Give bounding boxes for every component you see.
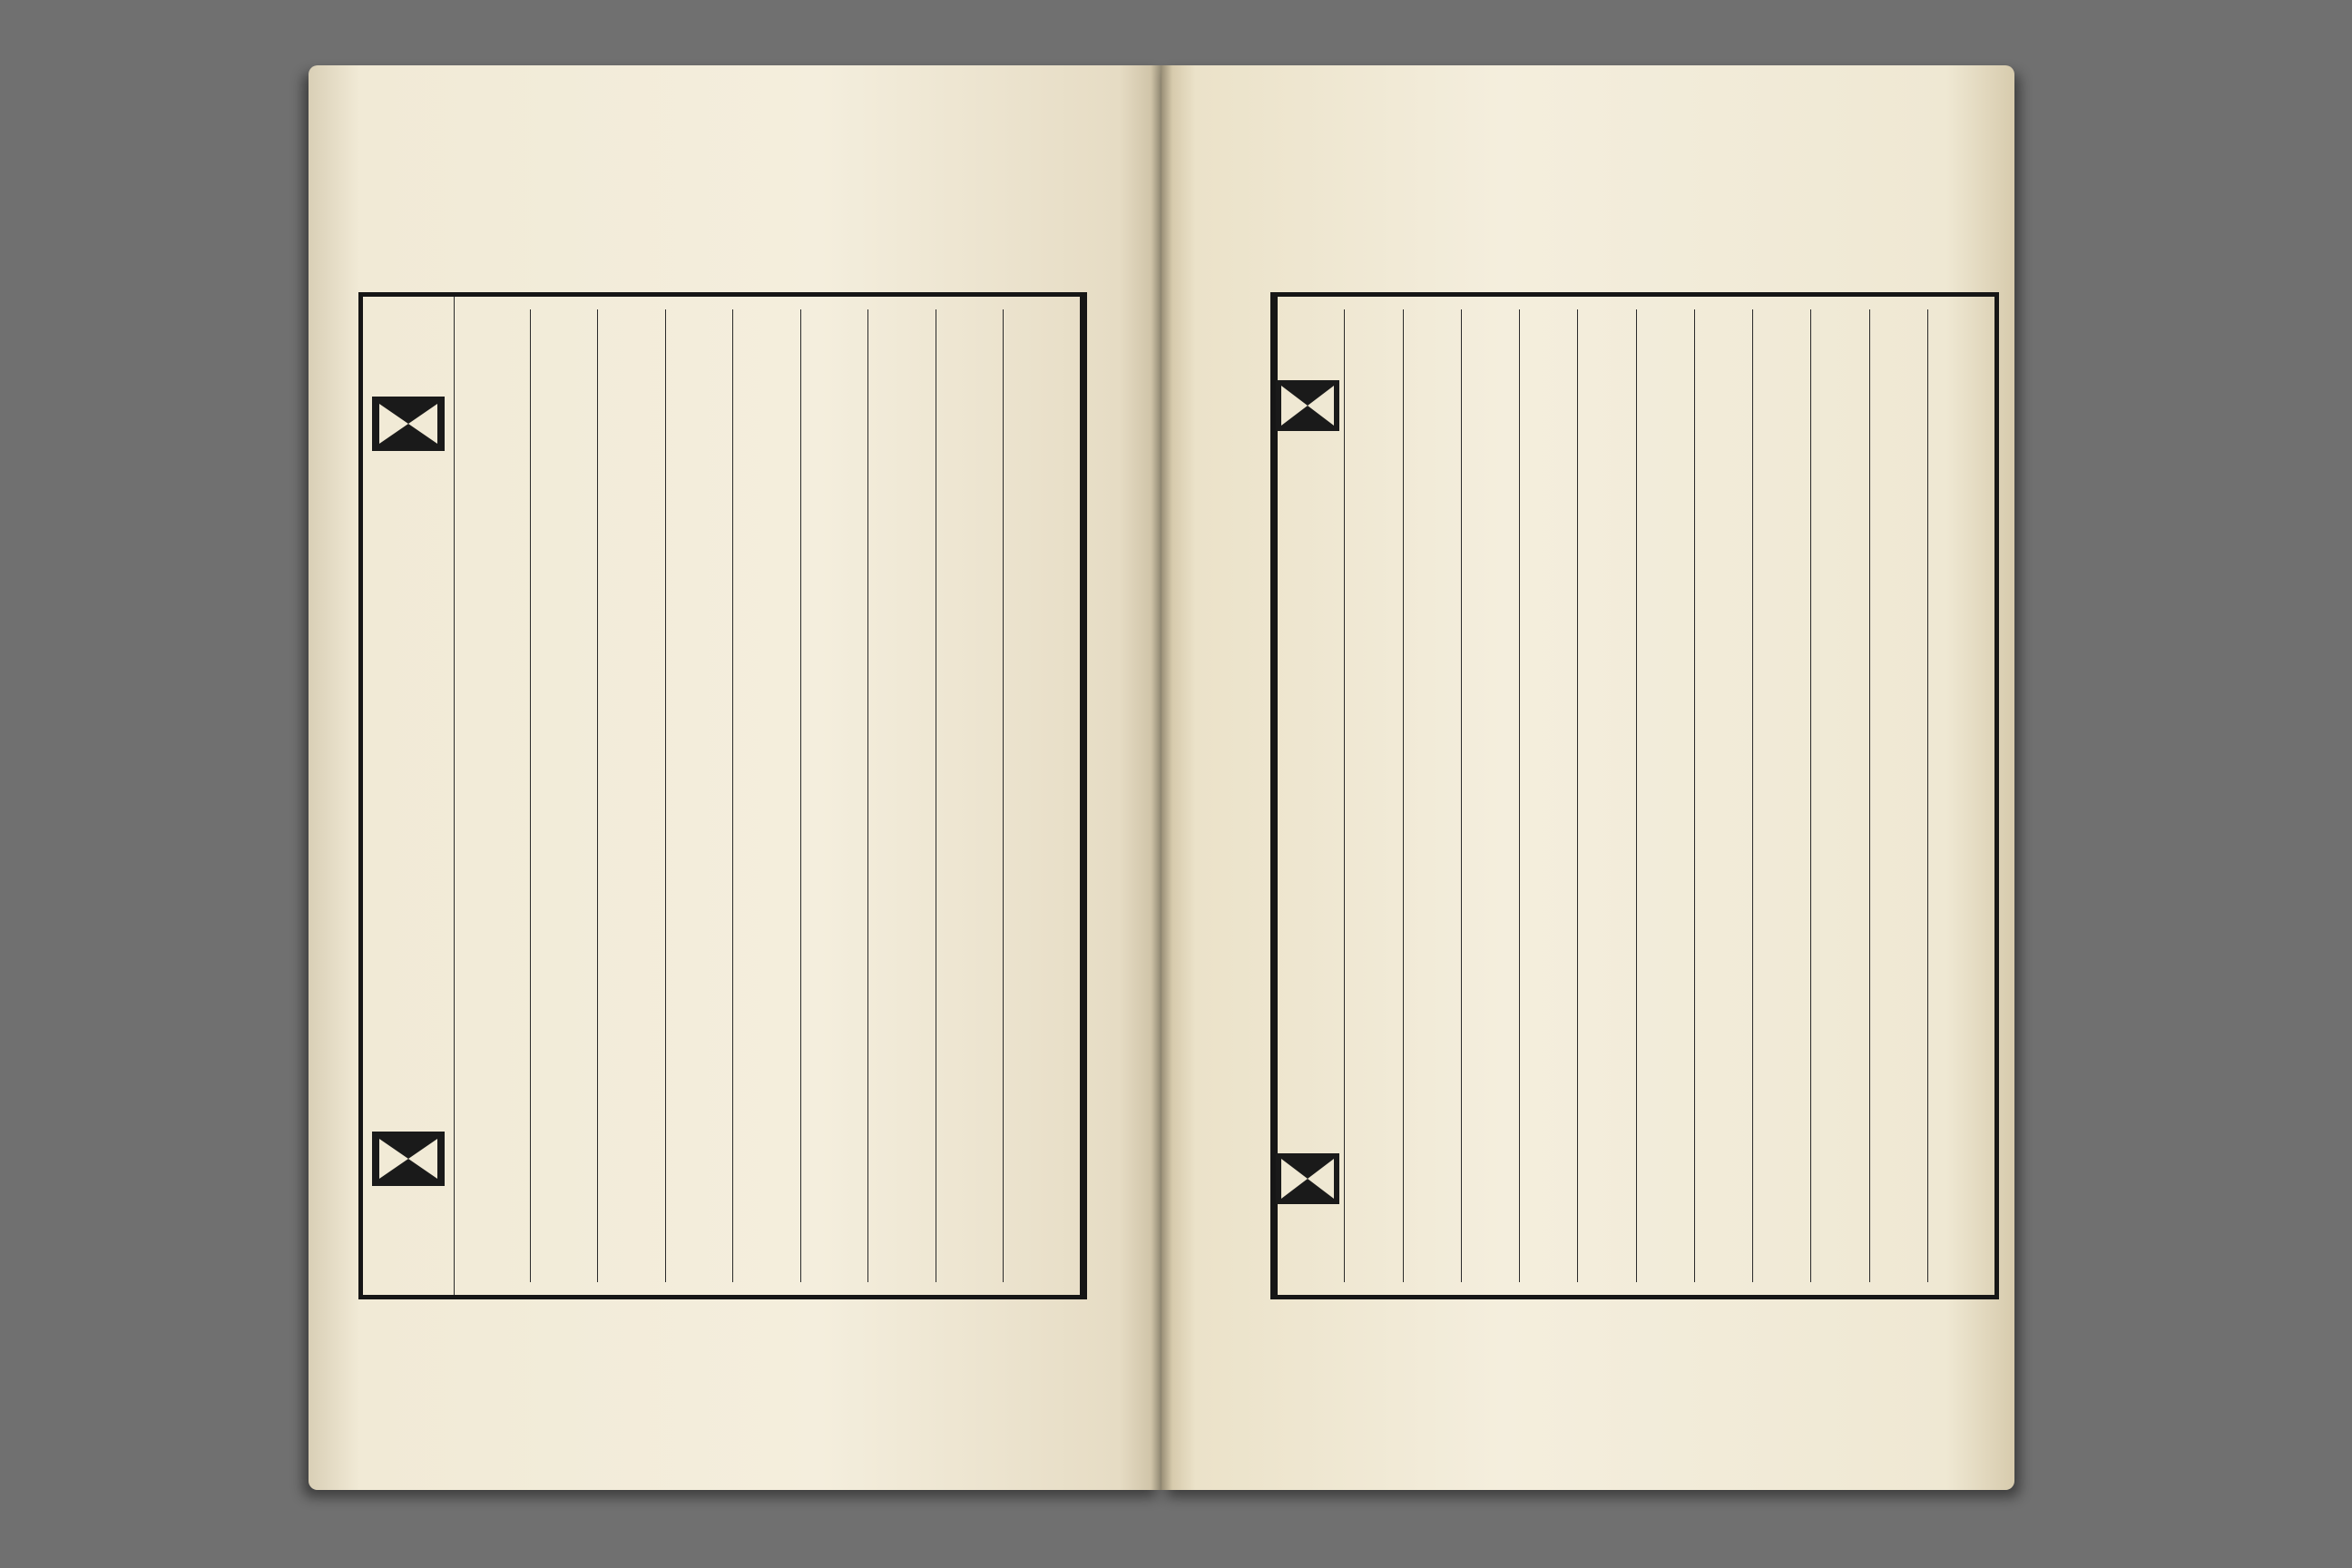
right-page-frame xyxy=(1270,292,1999,1299)
text-column xyxy=(597,309,665,1282)
text-column xyxy=(1810,309,1868,1282)
text-column xyxy=(800,309,868,1282)
book-gutter xyxy=(1151,65,1172,1490)
banxin-margin-strip xyxy=(363,297,455,1295)
text-column xyxy=(665,309,733,1282)
text-column xyxy=(1752,309,1810,1282)
open-book xyxy=(309,65,2014,1490)
text-column xyxy=(732,309,800,1282)
text-column xyxy=(1577,309,1635,1282)
left-text-columns xyxy=(463,309,1071,1282)
text-column xyxy=(1403,309,1461,1282)
text-column xyxy=(1636,309,1694,1282)
text-column xyxy=(1694,309,1752,1282)
text-column xyxy=(1461,309,1519,1282)
text-column xyxy=(530,309,598,1282)
text-column xyxy=(1287,309,1344,1282)
text-column xyxy=(1927,309,1985,1282)
fishtail-top-icon xyxy=(372,397,445,451)
fishtail-bottom-icon xyxy=(372,1132,445,1186)
text-column xyxy=(1519,309,1577,1282)
text-column xyxy=(463,309,530,1282)
text-column xyxy=(936,309,1004,1282)
left-page-frame xyxy=(358,292,1087,1299)
text-column xyxy=(1869,309,1927,1282)
text-column xyxy=(1344,309,1402,1282)
text-column xyxy=(867,309,936,1282)
text-column xyxy=(1003,309,1071,1282)
left-page xyxy=(309,65,1161,1490)
right-text-columns xyxy=(1287,309,1985,1282)
